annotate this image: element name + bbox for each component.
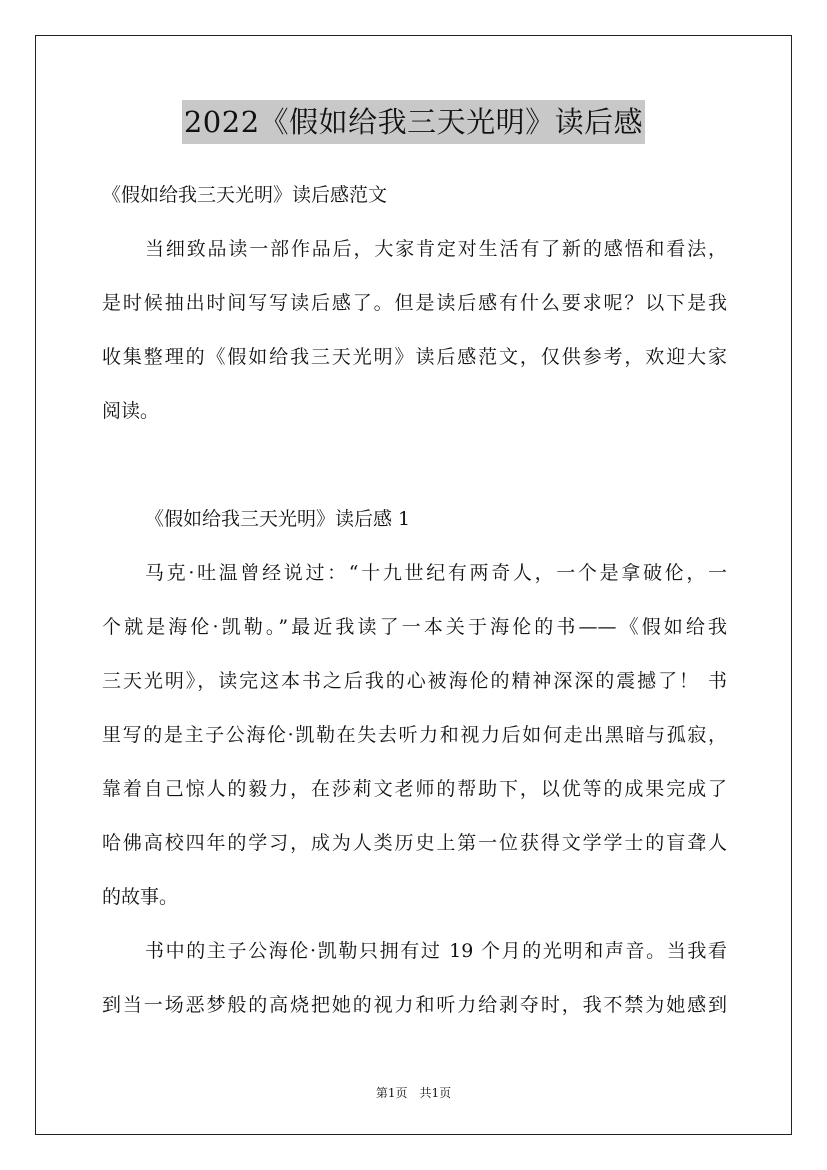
paragraph3-line1: 书中的主子公海伦·凯勒只拥有过 19 个月的光明和声音。当我看 (145, 940, 727, 962)
document-subtitle: 《假如给我三天光明》读后感范文 (102, 184, 388, 206)
section-heading: 《假如给我三天光明》读后感 1 (145, 508, 411, 530)
paragraph2-line2: 个就是海伦·凯勒。”最近我读了一本关于海伦的书——《假如给我 (102, 616, 727, 638)
paragraph3-line2: 到当一场恶梦般的高烧把她的视力和听力给剥夺时，我不禁为她感到 (102, 994, 727, 1016)
paragraph1-line1: 当细致品读一部作品后，大家肯定对生活有了新的感悟和看法， (145, 238, 727, 260)
paragraph2-line1: 马克·吐温曾经说过：“十九世纪有两奇人，一个是拿破伦，一 (145, 562, 727, 584)
paragraph2-line7: 的故事。 (102, 886, 179, 908)
document-title: 2022《假如给我三天光明》读后感 (182, 100, 645, 144)
paragraph2-line5: 靠着自己惊人的毅力，在莎莉文老师的帮助下，以优等的成果完成了 (102, 778, 727, 800)
paragraph2-line4: 里写的是主子公海伦·凯勒在失去听力和视力后如何走出黑暗与孤寂， (102, 724, 727, 746)
title-container (0, 100, 827, 144)
paragraph1-line4: 阅读。 (102, 400, 160, 422)
paragraph1-line3: 收集整理的《假如给我三天光明》读后感范文，仅供参考，欢迎大家 (102, 346, 727, 368)
paragraph1-line2: 是时候抽出时间写写读后感了。但是读后感有什么要求呢？以下是我 (102, 292, 727, 314)
paragraph2-line3: 三天光明》，读完这本书之后我的心被海伦的精神深深的震撼了！ 书 (102, 670, 727, 692)
paragraph2-line6: 哈佛高校四年的学习，成为人类历史上第一位获得文学学士的盲聋人 (102, 832, 727, 854)
page-footer: 第1页 共1页 (375, 1086, 452, 1100)
